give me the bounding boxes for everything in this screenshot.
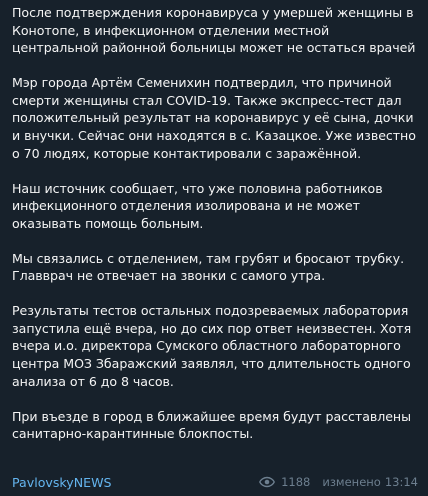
view-count: 1188 [281, 475, 311, 489]
post-paragraph-2: Мэр города Артём Семенихин подтвердил, что причиной смерти женщины стал COVID-19. Также экспресс-тест дал положительный результат на коронавирус у её сына, дочки и внучки. Сейчас они находятся в с. Казацкое. Уже известно о 70 людях, которые контактировали с заражённой. [12, 75, 416, 161]
post-paragraph-5: Результаты тестов остальных подозреваемых лаборатория запустила ещё вчера, но до сих пор ответ неизвестен. Хотя вчера и.о. директора Сумского областного лабораторного центра МОЗ Збаражский заявлял, что длительность одного анализа от 6 до 8 часов. [12, 303, 412, 389]
channel-signature-link[interactable]: PavlovskyNEWS [12, 474, 112, 490]
post-paragraph-4: Мы связались с отделением, там грубят и бросают трубку. Главврач не отвечает на звонки с самого утра. [12, 250, 405, 284]
post-footer [12, 472, 418, 492]
post-paragraph-6: При въезде в город в ближайшее время будут расставлены санитарно-карантинные блокпосты. [12, 408, 412, 442]
post-meta [259, 475, 418, 489]
post-paragraph-1: После подтверждения коронавируса у умершей женщины в Конотопе, в инфекционном отделении местной центральной районной больницы может не остаться врачей [12, 5, 416, 56]
post-time: 13:14 [384, 475, 418, 489]
post-paragraph-3: Наш источник сообщает, что уже половина работников инфекционного отделения изолирована и не может оказывать помощь больным. [12, 180, 383, 231]
eye-icon [259, 476, 275, 488]
edited-label: изменено [322, 475, 381, 489]
